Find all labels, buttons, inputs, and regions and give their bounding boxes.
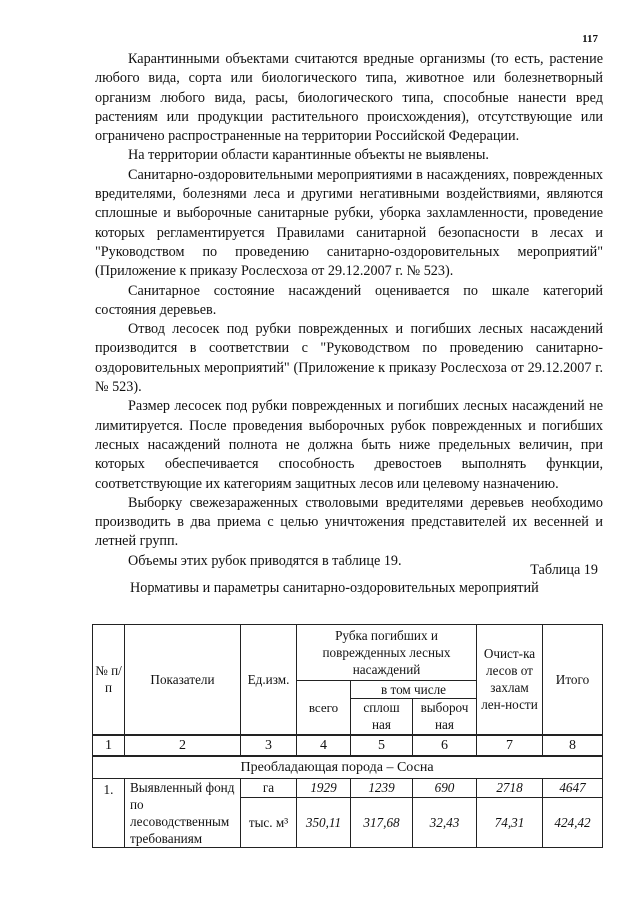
norms-table [92, 624, 603, 848]
paragraph-sanitary-measures: Санитарно-оздоровительными мероприятиями в насаждениях, поврежденных вредителями, болезнями леса и другими негативными воздействиями, являются сплошные и выборочные санитарные рубки, уборка захламленности, проведение которых регламентируется Правилами санитарной безопасности в лесах и "Руководством по проведению санитарно-оздоровительных мероприятий" (Приложение к приказу Рослесхоза от 29.12.2007 г. № 523). [95, 166, 603, 280]
paragraph-volumes: Объемы этих рубок приводятся в таблице 19. [128, 552, 402, 569]
paragraph-allotment: Отвод лесосек под рубки поврежденных и погибших лесных насаждений производится в соответствии с "Руководством по проведению санитарно-оздоровительных мероприятий" (Приложение к приказу Рослесхоза от 29.12.2007 г. № 523). [95, 321, 603, 396]
page-number: 117 [582, 33, 598, 45]
table-caption: Таблица 19 [530, 562, 598, 578]
cell-itogo-m3: 424,42 [543, 797, 603, 847]
paragraph-selection: Выборку свежезараженных стволовыми вредителями деревьев необходимо производить в два приема с целью уничтожения представителей их весенней и летней групп. [95, 494, 603, 550]
paragraph-quarantine-definition: Карантинными объектами считаются вредные организмы (то есть, растение любого вида, сорта или биологического типа, животное или болезнетворный организм любого вида, расы, биологического типа, способные нанести вред растениям или продукции растительного происхождения), отсутствующие или ограничено распространенные на территории Российской Федерации. [95, 51, 603, 145]
header-selective: выбороч ная [413, 699, 477, 735]
cell-total-m3: 350,11 [297, 797, 351, 847]
header-num: № п/п [93, 625, 125, 735]
row-num: 1. [93, 778, 125, 847]
header-unit: Ед.изм. [241, 625, 297, 735]
section-label: Преобладающая порода – Сосна [241, 756, 603, 779]
column-number: 6 [413, 735, 477, 756]
column-number: 5 [351, 735, 413, 756]
header-indicator: Показатели [125, 625, 241, 735]
header-clear: сплош ная [351, 699, 413, 735]
column-number: 7 [477, 735, 543, 756]
header-including: в том числе [351, 681, 477, 699]
cell-clear-ha: 1239 [351, 778, 413, 797]
paragraph-size: Размер лесосек под рубки поврежденных и погибших лесных насаждений не лимитируется. После проведения выборочных рубок поврежденных и погибших лесных насаждений полнота не должна быть ниже предельных величин, при которых обеспечивается способность древостоев выполнять функции, соответствующие их категориям защитных лесов или целевому назначению. [95, 398, 603, 492]
column-number: 4 [297, 735, 351, 756]
cell-cleaning-ha: 2718 [477, 778, 543, 797]
column-number: 8 [543, 735, 603, 756]
paragraph-sanitary-state: Санитарное состояние насаждений оценивается по шкале категорий состояния деревьев. [95, 282, 603, 318]
cell-total-ha: 1929 [297, 778, 351, 797]
body-text [95, 50, 603, 571]
cell-selective-m3: 32,43 [413, 797, 477, 847]
header-total: всего [297, 681, 351, 735]
column-number: 1 [93, 735, 125, 756]
unit-ha: га [241, 778, 297, 797]
cell-clear-m3: 317,68 [351, 797, 413, 847]
unit-m3: тыс. м³ [241, 797, 297, 847]
header-felling-group: Рубка погибших и поврежденных лесных насаждений [297, 625, 477, 681]
row-indicator: Выявленный фонд по лесоводственным требованиям [125, 778, 241, 847]
column-number: 2 [125, 735, 241, 756]
cell-itogo-ha: 4647 [543, 778, 603, 797]
cell-selective-ha: 690 [413, 778, 477, 797]
header-itogo: Итого [543, 625, 603, 735]
column-number: 3 [241, 735, 297, 756]
paragraph-no-quarantine: На территории области карантинные объекты не выявлены. [128, 147, 489, 164]
cell-cleaning-m3: 74,31 [477, 797, 543, 847]
header-cleaning: Очист-ка лесов от захлам лен-ности [477, 625, 543, 735]
table-title: Нормативы и параметры санитарно-оздоровительных мероприятий [130, 580, 539, 596]
